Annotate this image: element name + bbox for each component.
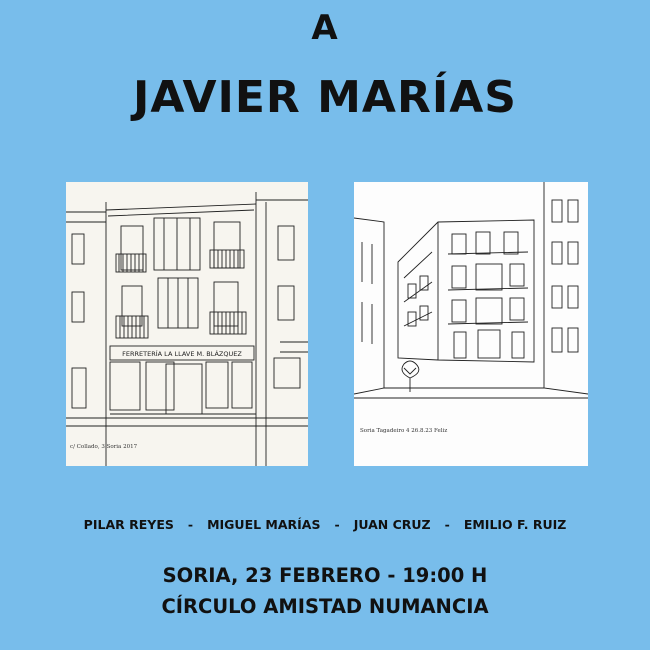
- sketch-street-image: [354, 182, 588, 466]
- sketch-facade-image: [66, 182, 308, 466]
- participants-line: [0, 517, 650, 532]
- title-prefix: A: [311, 8, 339, 48]
- participant-name: PILAR REYES: [83, 517, 174, 532]
- participant-name: JUAN CRUZ: [353, 517, 431, 532]
- participant-name: MIGUEL MARÍAS: [207, 517, 321, 532]
- event-venue: CÍRCULO AMISTAD NUMANCIA: [161, 595, 489, 618]
- separator: -: [187, 517, 194, 532]
- shop-sign-text: FERRETERÍA LA LLAVE M. BLÁZQUEZ: [122, 350, 242, 358]
- separator: -: [334, 517, 340, 532]
- sketch-signature: c/ Collado, 3 Soria 2017: [70, 444, 138, 450]
- participant-name: EMILIO F. RUIZ: [463, 517, 567, 532]
- page-title: JAVIER MARÍAS: [133, 72, 517, 123]
- separator: -: [444, 517, 450, 532]
- event-date-time: SORIA, 23 FEBRERO - 19:00 H: [162, 564, 488, 587]
- sketch-signature: Soria Tagadeiro 4 26.8.23 Feliz: [360, 428, 448, 434]
